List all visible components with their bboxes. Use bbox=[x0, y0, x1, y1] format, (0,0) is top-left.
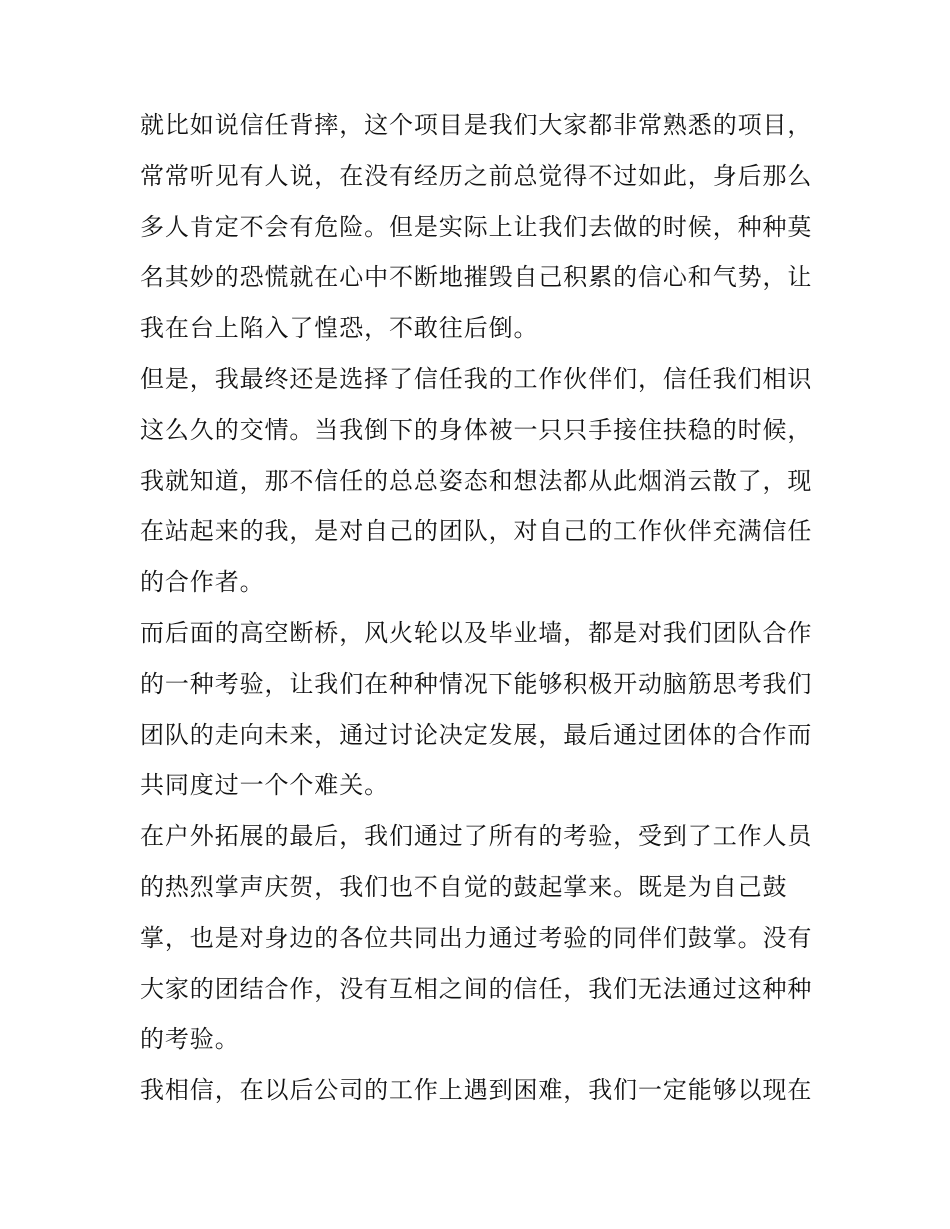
document-body bbox=[140, 100, 820, 1116]
text-line: 但是，我最终还是选择了信任我的工作伙伴们，信任我们相识 bbox=[140, 364, 813, 393]
paragraph bbox=[140, 1065, 820, 1116]
paragraph bbox=[140, 811, 820, 1065]
text-line: 我相信，在以后公司的工作上遇到困难，我们一定能够以现在 bbox=[140, 1076, 813, 1105]
text-line: 而后面的高空断桥，风火轮以及毕业墙，都是对我们团队合作 bbox=[140, 618, 813, 647]
paragraph bbox=[140, 608, 820, 811]
text-line: 我就知道，那不信任的总总姿态和想法都从此烟消云散了，现 bbox=[140, 466, 813, 495]
text-line: 我在台上陷入了惶恐，不敢往后倒。 bbox=[140, 314, 539, 343]
text-line: 的考验。 bbox=[140, 1025, 240, 1054]
text-line: 就比如说信任背摔，这个项目是我们大家都非常熟悉的项目， bbox=[140, 111, 813, 139]
text-line: 名其妙的恐慌就在心中不断地摧毁自己积累的信心和气势，让 bbox=[140, 263, 813, 292]
text-line: 大家的团结合作，没有互相之间的信任，我们无法通过这种种 bbox=[140, 974, 813, 1003]
text-line: 团队的走向未来，通过讨论决定发展，最后通过团体的合作而 bbox=[140, 720, 813, 749]
paragraph bbox=[140, 100, 820, 354]
text-line: 常常听见有人说，在没有经历之前总觉得不过如此，身后那么 bbox=[140, 161, 813, 190]
text-line: 在户外拓展的最后，我们通过了所有的考验，受到了工作人员 bbox=[140, 822, 813, 851]
text-line: 在站起来的我，是对自己的团队，对自己的工作伙伴充满信任 bbox=[140, 517, 813, 546]
text-line: 掌，也是对身边的各位共同出力通过考验的同伴们鼓掌。没有 bbox=[140, 923, 813, 952]
text-line: 的一种考验，让我们在种种情况下能够积极开动脑筋思考我们 bbox=[140, 669, 813, 698]
text-line: 的合作者。 bbox=[140, 568, 265, 597]
paragraph bbox=[140, 354, 820, 608]
text-line: 这么久的交情。当我倒下的身体被一只只手接住扶稳的时候， bbox=[140, 415, 813, 444]
text-line: 共同度过一个个难关。 bbox=[140, 771, 389, 800]
text-line: 多人肯定不会有危险。但是实际上让我们去做的时候，种种莫 bbox=[140, 212, 813, 241]
text-line: 的热烈掌声庆贺，我们也不自觉的鼓起掌来。既是为自己鼓 bbox=[140, 872, 788, 901]
